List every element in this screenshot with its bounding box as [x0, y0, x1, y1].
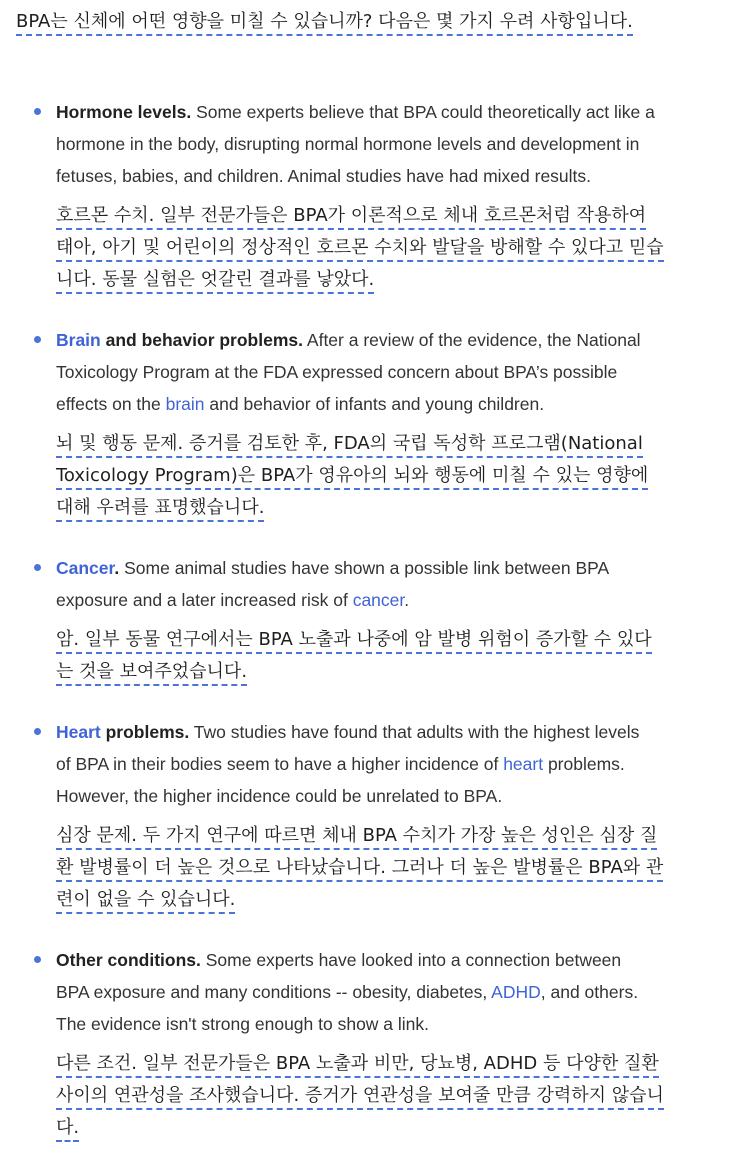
heart-title-link[interactable]: Heart	[56, 722, 101, 742]
english-paragraph	[56, 944, 656, 1040]
korean-translation	[56, 624, 666, 688]
item-body: Some experts believe that BPA could theoretically act like a hormone in the body, disrupting normal hormone levels and development in fetuses, babies, and children. Animal studies have had mixed results.	[56, 102, 655, 186]
bullet-icon	[34, 108, 41, 115]
korean-text: 뇌 및 행동 문제. 증거를 검토한 후, FDA의 국립 독성학 프로그램(National Toxicology Program)은 BPA가 영유아의 뇌와 행동에 미칠 수 있는 영향에 대해 우려를 표명했습니다.	[56, 433, 648, 522]
item-body-end: , and others. The evidence isn't strong enough to show a link.	[56, 982, 639, 1034]
item-title	[56, 722, 189, 742]
heart-link[interactable]: heart	[503, 754, 544, 774]
english-paragraph	[56, 716, 656, 812]
item-title	[56, 102, 191, 122]
bullet-icon	[34, 956, 41, 963]
bullet-icon	[34, 336, 41, 343]
concern-list	[0, 96, 731, 1172]
item-body-end: problems. However, the higher incidence could be unrelated to BPA.	[56, 754, 625, 806]
intro-korean	[16, 6, 716, 38]
korean-text: 호르몬 수치. 일부 전문가들은 BPA가 이론적으로 체내 호르몬처럼 작용하여 태아, 아기 및 어린이의 정상적인 호르몬 수치와 발달을 방해할 수 있다고 믿습니다. 동물 실험은 엇갈린 결과를 낳았다.	[56, 205, 664, 294]
korean-translation	[56, 428, 666, 524]
cancer-link[interactable]: cancer	[352, 590, 405, 610]
item-body: Some animal studies have shown a possible link between BPA exposure and a later increased risk of	[56, 558, 609, 610]
brain-link[interactable]: brain	[165, 394, 205, 414]
item-title-text: Hormone levels.	[56, 102, 192, 122]
item-body: After a review of the evidence, the National Toxicology Program at the FDA expressed concern about BPA’s possible effects on the	[56, 330, 641, 414]
korean-text: 다른 조건. 일부 전문가들은 BPA 노출과 비만, 당뇨병, ADHD 등 다양한 질환 사이의 연관성을 조사했습니다. 증거가 연관성을 보여줄 만큼 강력하지 않습니다.	[56, 1053, 664, 1142]
intro-text: BPA는 신체에 어떤 영향을 미칠 수 있습니까? 다음은 몇 가지 우려 사항입니다.	[16, 11, 633, 36]
item-title	[56, 558, 119, 578]
korean-text: 심장 문제. 두 가지 연구에 따르면 체내 BPA 수치가 가장 높은 성인은 심장 질환 발병률이 더 높은 것으로 나타났습니다. 그러나 더 높은 발병률은 BPA와 관련이 없을 수 있습니다.	[56, 825, 663, 914]
list-item-heart	[0, 716, 731, 916]
english-paragraph	[56, 96, 656, 192]
item-body-end: and behavior of infants and young children.	[204, 394, 545, 414]
item-title-text: problems.	[100, 722, 190, 742]
adhd-link[interactable]: ADHD	[491, 982, 541, 1002]
item-title-text: Other conditions.	[56, 950, 201, 970]
korean-translation	[56, 820, 666, 916]
korean-translation	[56, 1048, 666, 1144]
item-body: Some experts have looked into a connection between BPA exposure and many conditions -- obesity, diabetes,	[56, 950, 622, 1002]
cancer-title-link[interactable]: Cancer	[56, 558, 115, 578]
bullet-icon	[34, 728, 41, 735]
english-paragraph	[56, 324, 656, 420]
item-title	[56, 330, 303, 350]
list-item-cancer	[0, 552, 731, 688]
item-title-text: .	[114, 558, 120, 578]
bullet-icon	[34, 564, 41, 571]
list-item-other	[0, 944, 731, 1144]
brain-title-link[interactable]: Brain	[56, 330, 101, 350]
item-title-text: and behavior problems.	[100, 330, 304, 350]
item-body-end: .	[404, 590, 410, 610]
list-item-hormone	[0, 96, 731, 296]
korean-text: 암. 일부 동물 연구에서는 BPA 노출과 나중에 암 발병 위험이 증가할 수 있다는 것을 보여주었습니다.	[56, 629, 652, 686]
item-body: Two studies have found that adults with the highest levels of BPA in their bodies seem to have a higher incidence of	[56, 722, 640, 774]
list-item-brain	[0, 324, 731, 524]
item-title	[56, 950, 201, 970]
english-paragraph	[56, 552, 656, 616]
korean-translation	[56, 200, 666, 296]
